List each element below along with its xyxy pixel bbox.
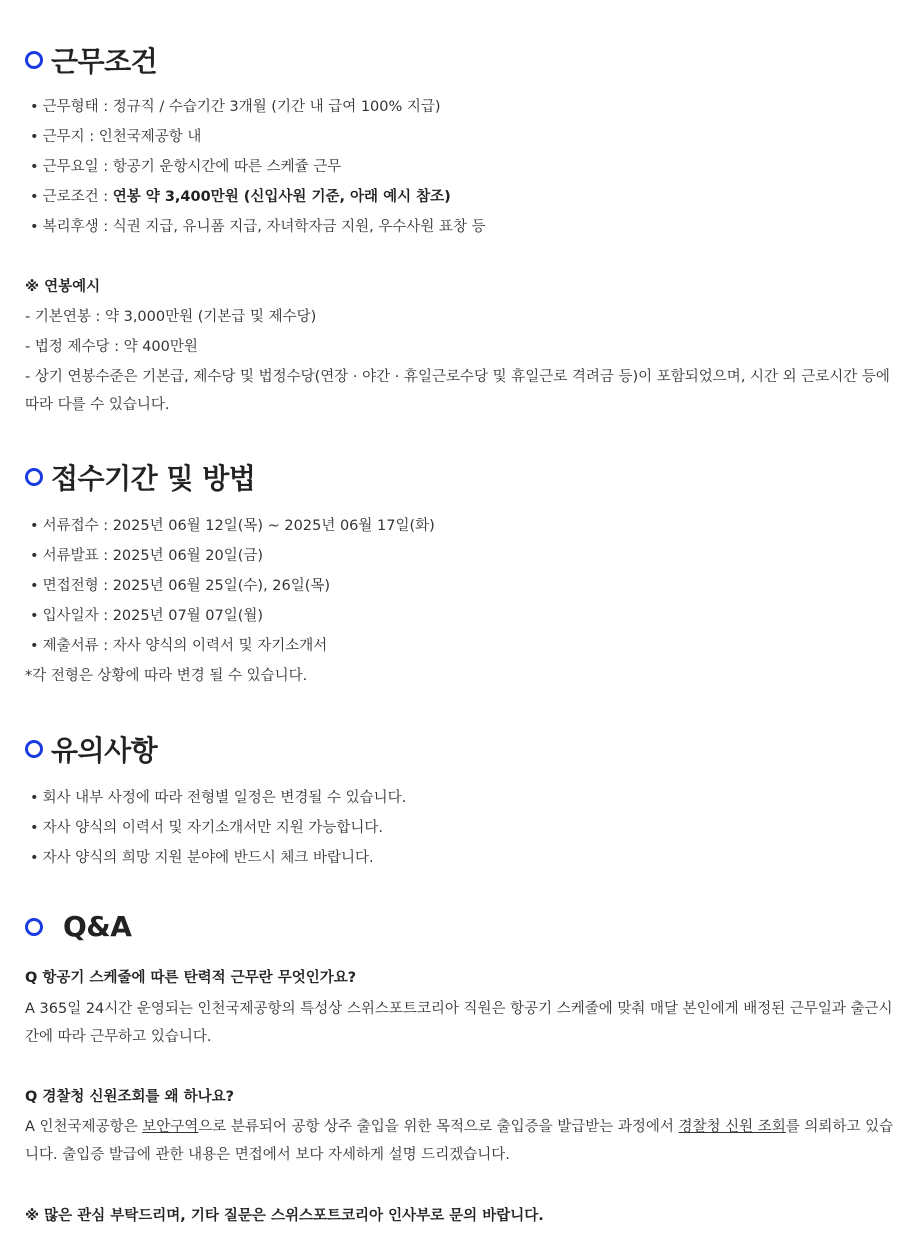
list-item: • 근무요일 : 항공기 운항시간에 따른 스케쥴 근무: [25, 157, 905, 177]
list-item: • 복리후생 : 식권 지급, 유니폼 지급, 자녀학자금 지원, 우수사원 표창 등: [25, 217, 905, 237]
apply-note: *각 전형은 상황에 따라 변경 될 수 있습니다.: [25, 668, 308, 684]
circle-bullet-icon: [25, 918, 43, 936]
circle-bullet-icon: [25, 51, 43, 69]
list-item: • 서류발표 : 2025년 06월 20일(금): [25, 546, 905, 566]
list-item: • 입사일자 : 2025년 07월 07일(월): [25, 606, 905, 626]
list-item: • 근무지 : 인천국제공항 내: [25, 127, 905, 147]
question: Q 항공기 스케줄에 따른 탄력적 근무란 무엇인가요?: [25, 970, 357, 986]
section-heading-work: [25, 40, 157, 80]
circle-bullet-icon: [25, 740, 43, 758]
section-heading-qa: [25, 910, 131, 943]
closing-note: ※ 많은 관심 부탁드리며, 기타 질문은 스위스포트코리아 인사부로 문의 바랍니다.: [25, 1208, 544, 1224]
circle-bullet-icon: [25, 468, 43, 486]
list-item: • 근무형태 : 정규직 / 수습기간 3개월 (기간 내 급여 100% 지급): [25, 97, 905, 117]
section-title: 유의사항: [51, 734, 158, 767]
police-check-link[interactable]: 경찰청 신원 조회: [678, 1119, 786, 1135]
salary-line: - 기본연봉 : 약 3,000만원 (기본급 및 제수당): [25, 309, 317, 325]
question: Q 경찰청 신원조회를 왜 하나요?: [25, 1089, 235, 1105]
section-title: Q&A: [63, 910, 132, 943]
list-item: • 자사 양식의 희망 지원 분야에 반드시 체크 바랍니다.: [25, 848, 905, 868]
list-item: • 회사 내부 사정에 따라 전형별 일정은 변경될 수 있습니다.: [25, 788, 905, 808]
section-title: 근무조건: [51, 45, 158, 78]
list-item: • 서류접수 : 2025년 06월 12일(목) ~ 2025년 06월 17일(화): [25, 516, 905, 536]
salary-line: - 법정 제수당 : 약 400만원: [25, 339, 198, 355]
security-zone-link[interactable]: 보안구역: [142, 1119, 199, 1135]
section-heading-notice: [25, 729, 157, 769]
section-title: 접수기간 및 방법: [51, 462, 256, 495]
salary-line: - 상기 연봉수준은 기본급, 제수당 및 법정수당(연장 · 야간 · 휴일근로수당 및 휴일근로 격려금 등)이 포함되었으며, 시간 외 근로시간 등에 따라 다를 수 있습니다.: [25, 369, 890, 413]
salary-heading: ※ 연봉예시: [25, 279, 101, 295]
list-item: • 근로조건 : 연봉 약 3,400만원 (신입사원 기준, 아래 예시 참조): [25, 187, 905, 207]
list-item: • 자사 양식의 이력서 및 자기소개서만 지원 가능합니다.: [25, 818, 905, 838]
answer: A 인천국제공항은 보안구역으로 분류되어 공항 상주 출입을 위한 목적으로 출입증을 발급받는 과정에서 경찰청 신원 조회를 의뢰하고 있습니다. 출입증 발급에 관한 내용은 면접에서 보다 자세하게 설명 드리겠습니다.: [25, 1119, 894, 1163]
list-item: • 면접전형 : 2025년 06월 25일(수), 26일(목): [25, 576, 905, 596]
section-heading-apply: [25, 457, 255, 497]
answer: A 365일 24시간 운영되는 인천국제공항의 특성상 스위스포트코리아 직원은 항공기 스케줄에 맞춰 매달 본인에게 배정된 근무일과 출근시간에 따라 근무하고 있습니다.: [25, 1001, 893, 1045]
list-item: • 제출서류 : 자사 양식의 이력서 및 자기소개서: [25, 636, 905, 656]
